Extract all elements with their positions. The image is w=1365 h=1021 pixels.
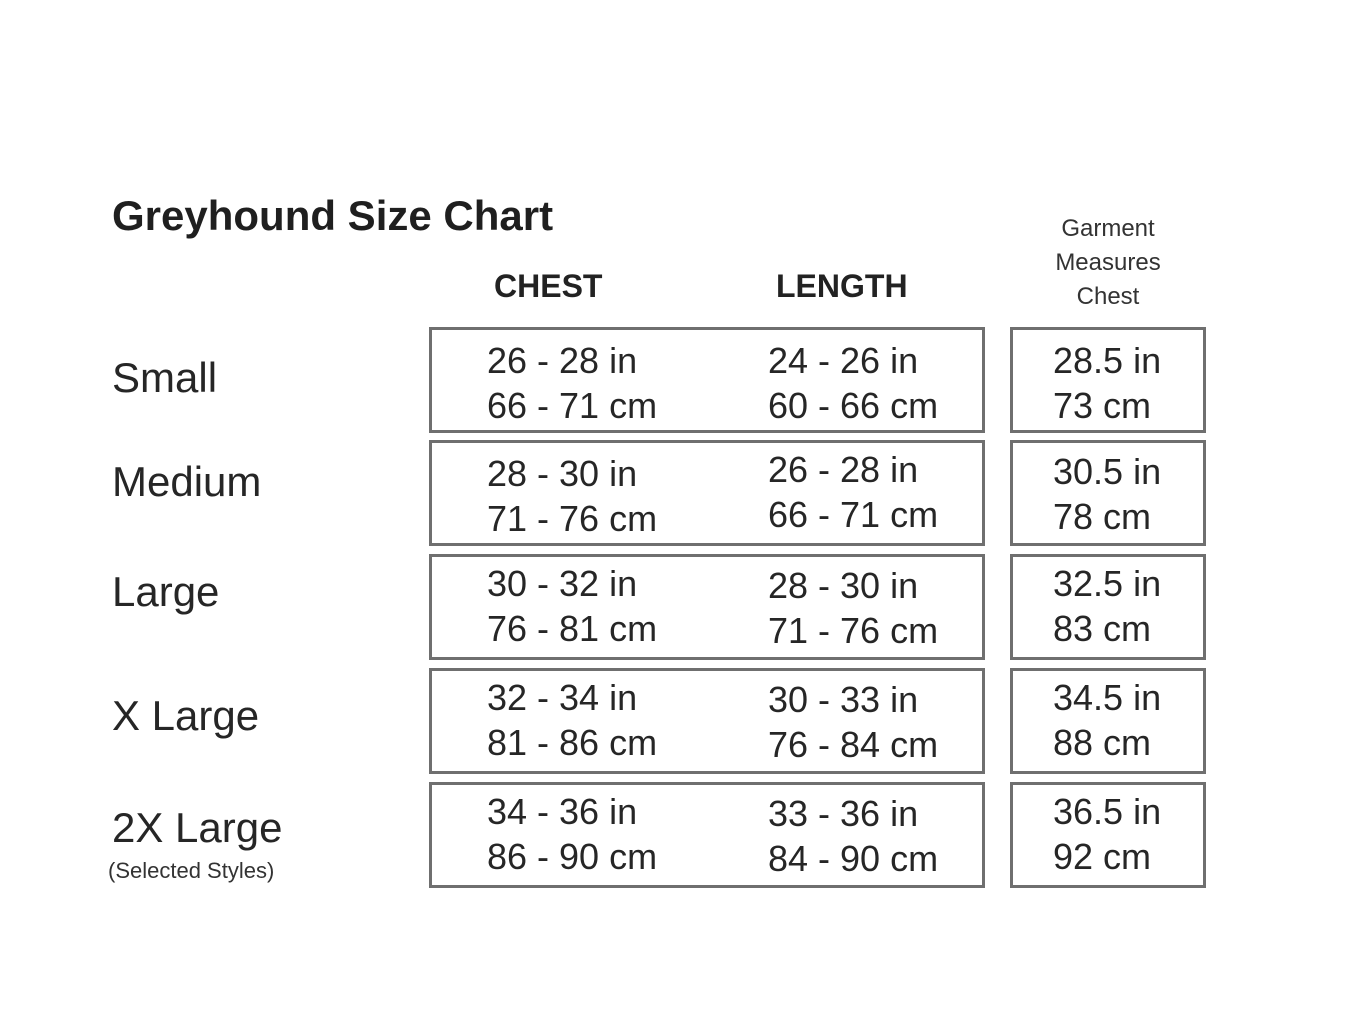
length-in: 26 - 28 in: [768, 449, 919, 490]
measurement-box-x-large: [429, 668, 985, 774]
length-cm: 60 - 66 cm: [768, 385, 939, 426]
chest-in: 26 - 28 in: [487, 340, 638, 381]
garment-in: 30.5 in: [1053, 451, 1162, 492]
chest-cm: 66 - 71 cm: [487, 385, 658, 426]
garment-in: 36.5 in: [1053, 791, 1162, 832]
garment-box-medium: [1010, 440, 1206, 546]
size-label-large: Large: [112, 568, 220, 615]
page-title: Greyhound Size Chart: [112, 192, 554, 239]
garment-header-line: Garment: [1061, 215, 1155, 242]
chest-in: 30 - 32 in: [487, 563, 638, 604]
measurement-box-small: [429, 327, 985, 433]
chest-cm: 81 - 86 cm: [487, 722, 658, 763]
chest-in: 34 - 36 in: [487, 791, 638, 832]
measurement-box-2x-large: [429, 782, 985, 888]
length-in: 24 - 26 in: [768, 340, 919, 381]
measurement-box-large: [429, 554, 985, 660]
chest-in: 28 - 30 in: [487, 453, 638, 494]
garment-in: 32.5 in: [1053, 563, 1162, 604]
column-header-chest: CHEST: [494, 268, 603, 304]
garment-box-x-large: [1010, 668, 1206, 774]
garment-cm: 88 cm: [1053, 722, 1152, 763]
garment-in: 28.5 in: [1053, 340, 1162, 381]
garment-cm: 92 cm: [1053, 836, 1152, 877]
chest-cm: 71 - 76 cm: [487, 498, 658, 539]
size-label-small: Small: [112, 354, 218, 401]
length-in: 33 - 36 in: [768, 793, 919, 834]
size-label-2x-large: 2X Large: [112, 804, 283, 851]
measurement-box-medium: [429, 440, 985, 546]
garment-header-line: Measures: [1055, 249, 1161, 276]
garment-cm: 78 cm: [1053, 496, 1152, 537]
length-cm: 66 - 71 cm: [768, 494, 939, 535]
length-cm: 84 - 90 cm: [768, 838, 939, 879]
garment-box-2x-large: [1010, 782, 1206, 888]
size-label-medium: Medium: [112, 458, 262, 505]
column-header-length: LENGTH: [776, 268, 908, 304]
chest-in: 32 - 34 in: [487, 677, 638, 718]
garment-header-line: Chest: [1076, 283, 1140, 310]
garment-in: 34.5 in: [1053, 677, 1162, 718]
chest-cm: 76 - 81 cm: [487, 608, 658, 649]
chest-cm: 86 - 90 cm: [487, 836, 658, 877]
length-cm: 76 - 84 cm: [768, 724, 939, 765]
garment-cm: 73 cm: [1053, 385, 1152, 426]
length-in: 30 - 33 in: [768, 679, 919, 720]
column-header-garment: [1010, 212, 1206, 314]
garment-box-small: [1010, 327, 1206, 433]
garment-box-large: [1010, 554, 1206, 660]
garment-cm: 83 cm: [1053, 608, 1152, 649]
size-label-x-large: X Large: [112, 692, 260, 739]
length-cm: 71 - 76 cm: [768, 610, 939, 651]
size-note: (Selected Styles): [108, 858, 275, 883]
length-in: 28 - 30 in: [768, 565, 919, 606]
